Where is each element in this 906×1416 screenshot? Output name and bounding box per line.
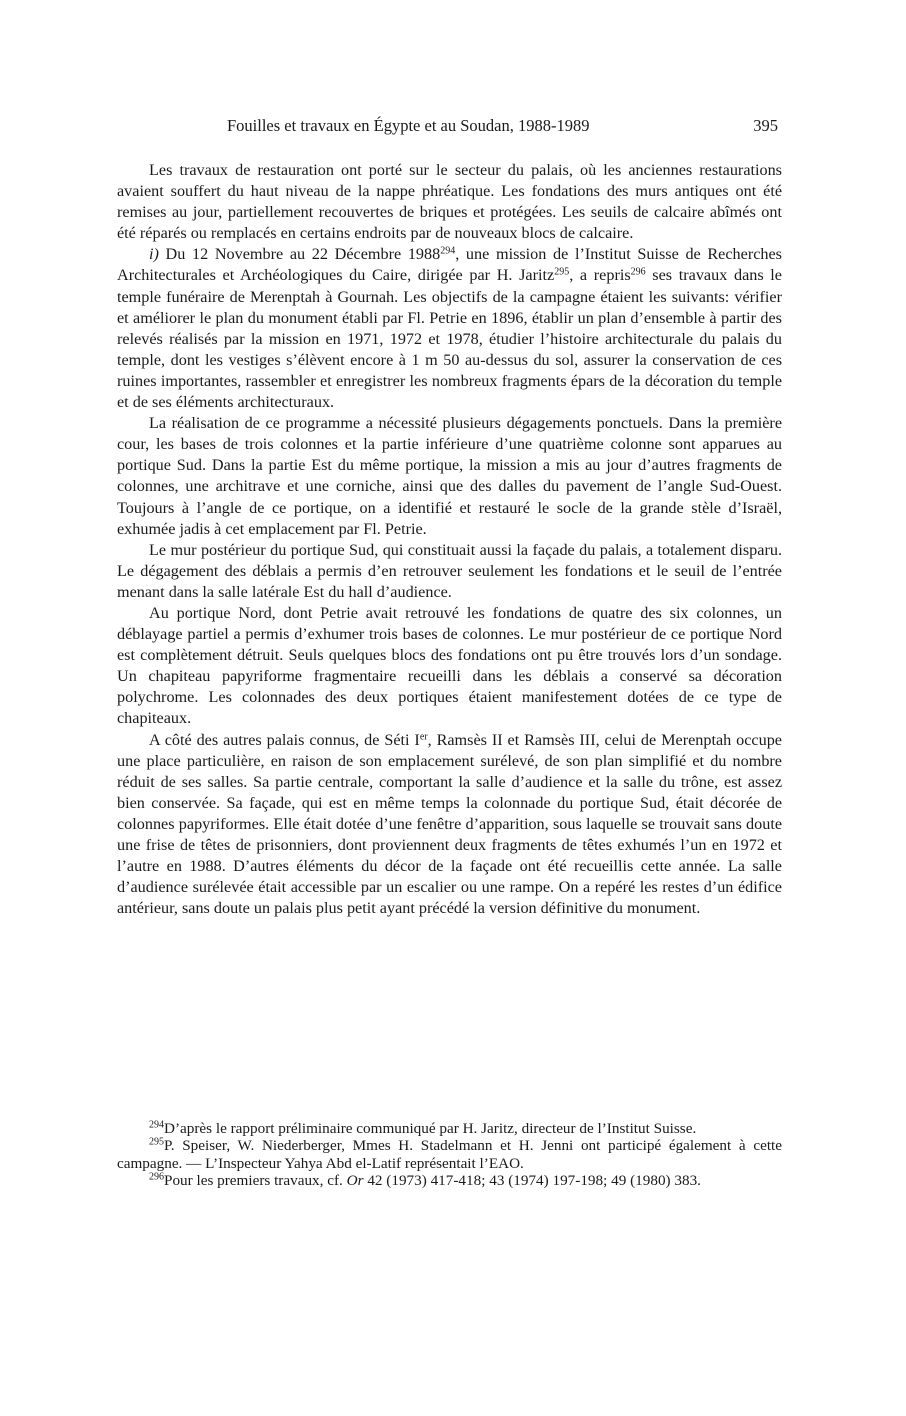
footnote-text: P. Speiser, W. Niederberger, Mmes H. Stadelmann et H. Jenni ont participé également à cette campagne. — L’Inspecteur Yahya Abd el-Latif représentait l’EAO. (117, 1137, 782, 1172)
paragraph-text: , a repris (569, 266, 631, 285)
footnote-text: 42 (1973) 417-418; 43 (1974) 197-198; 49 (1980) 383. (363, 1172, 701, 1190)
footnote-295 (117, 1137, 782, 1172)
footnote-number: 296 (149, 1171, 164, 1183)
superscript-er: er (419, 731, 428, 743)
footnote-296 (117, 1172, 782, 1189)
paragraph-north-portico: Au portique Nord, dont Petrie avait retrouvé les fondations de quatre des six colonnes, un déblayage partiel a permis d’exhumer trois bases de colonnes. Le mur postérieur de ce portique Nord est complètement détruit. Seuls quelques blocs des fondations ont pu être trouvés lors d’un sondage. Un chapiteau papyriforme fragmentaire recueilli dans les déblais a conservé sa décoration polychrome. Les colonnades des deux portiques étaient manifestement dotées de ce type de chapiteaux. (117, 603, 782, 728)
document-page (117, 0, 782, 1416)
footnote-ref-296[interactable]: 296 (630, 266, 646, 278)
footnote-ref-295[interactable]: 295 (554, 266, 570, 278)
page-number: 395 (753, 116, 778, 135)
footnote-number: 295 (149, 1136, 164, 1148)
footnote-text: D’après le rapport préliminaire communiqué par H. Jaritz, directeur de l’Institut Suisse. (164, 1120, 697, 1137)
paragraph-palace-comparison (117, 730, 782, 920)
paragraph-south-wall: Le mur postérieur du portique Sud, qui constituait aussi la façade du palais, a totalement disparu. Le dégagement des déblais a permis d’en retrouver seulement les fondations et le seuil de l’entrée menant dans la salle latérale Est du hall d’audience. (117, 540, 782, 601)
running-title: Fouilles et travaux en Égypte et au Soudan, 1988-1989 (227, 116, 590, 135)
list-marker: i) (149, 245, 159, 264)
footnote-294 (117, 1120, 782, 1137)
page-header (117, 116, 782, 140)
footnote-number: 294 (149, 1119, 164, 1131)
paragraph-text: Du 12 Novembre au 22 Décembre 1988 (158, 245, 441, 264)
footnote-text: Pour les premiers travaux, cf. (164, 1172, 347, 1190)
paragraph-mission (117, 244, 782, 413)
footnote-ref-294[interactable]: 294 (440, 245, 456, 257)
paragraph-text: , Ramsès II et Ramsès III, celui de Merenptah occupe une place particulière, en raison de son emplacement surélevé, de son plan simplifié et du nombre réduit de ses salles. Sa partie centrale, comportant la salle d’audience et la salle du trône, est assez bien conservée. Sa façade, qui est en même temps la colonnade du portique Sud, était décorée de colonnes papyriformes. Elle était dotée d’une fenêtre d’apparition, sous laquelle se trouvait sans doute une frise de têtes de prisonniers, dont proviennent deux fragments de têtes exhumés l’un en 1972 et l’autre en 1988. D’autres éléments du décor de la façade ont été recueillis cette année. La salle d’audience surélevée était accessible par un escalier ou une rampe. On a repéré les restes d’un édifice antérieur, sans doute un palais plus petit ayant précédé la version définitive du monument. (117, 730, 782, 918)
paragraph-program: La réalisation de ce programme a nécessité plusieurs dégagements ponctuels. Dans la première cour, les bases de trois colonnes et la partie inférieure d’une quatrième colonne sont apparues au portique Sud. Dans la partie Est du même portique, la mission a mis au jour d’autres fragments de colonnes, une architrave et une corniche, ainsi que des dalles du pavement de l’angle Sud-Ouest. Toujours à l’angle de ce portique, on a identifié et restauré le socle de la grande stèle d’Israël, exhumée jadis à cet emplacement par Fl. Petrie. (117, 414, 782, 538)
paragraph-restoration: Les travaux de restauration ont porté sur le secteur du palais, où les anciennes restaurations avaient souffert du haut niveau de la nappe phréatique. Les fondations des murs antiques ont été remises au jour, partiellement recouvertes de briques et protégées. Les seuils de calcaire abîmés ont été réparés ou remplacés en certains endroits par de nouveaux blocs de calcaire. (117, 161, 782, 243)
footnotes (117, 1120, 782, 1190)
paragraph-text: A côté des autres palais connus, de Séti I (149, 730, 420, 749)
paragraph-text: ses travaux dans le temple funéraire de Merenptah à Gournah. Les objectifs de la campagne étaient les suivants: vérifier et améliorer le plan du monument établi par Fl. Petrie en 1896, établir un plan d’ensemble à partir des relevés réalisés par la mission en 1971, 1972 et 1978, étudier l’histoire architecturale du palais du temple, dont les vestiges s’élèvent encore à 1 m 50 au-dessus du sol, assurer la conservation de ces ruines importantes, rassembler et enregistrer les nombreux fragments épars de la décoration du temple et de ses éléments architecturaux. (117, 266, 782, 412)
body-text (117, 160, 782, 919)
paragraph-text: , une mission de l’Institut Suisse de Recherches Architecturales et Archéologiques du Caire, dirigée par H. Jaritz (117, 245, 782, 285)
journal-abbreviation: Or (346, 1172, 364, 1190)
